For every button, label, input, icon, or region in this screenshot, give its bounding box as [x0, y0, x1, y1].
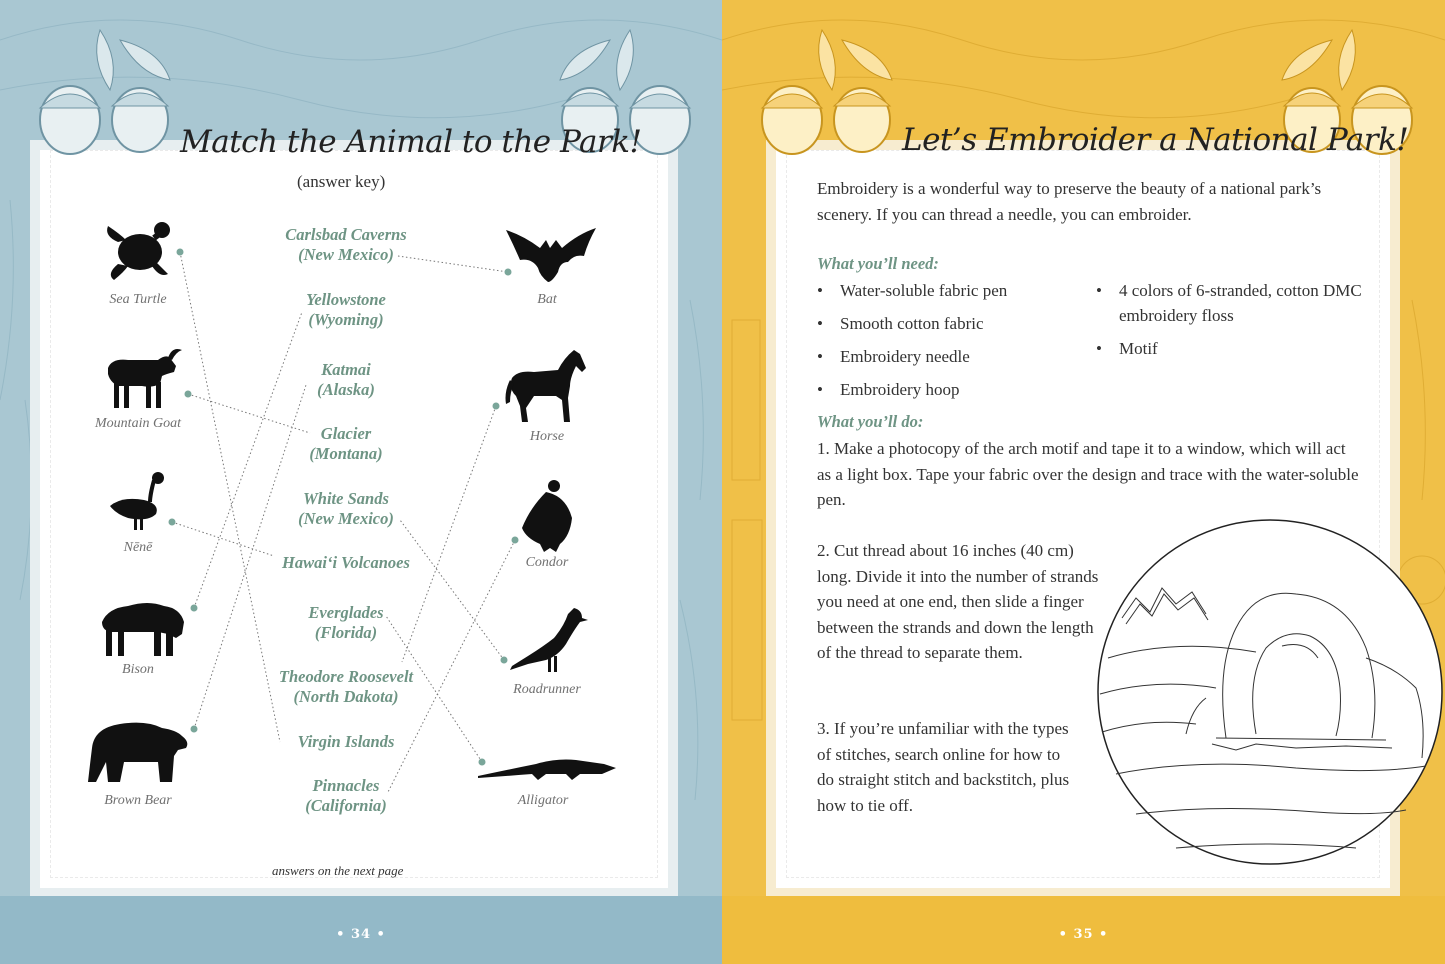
- park-virgin-islands: Virgin Islands: [297, 732, 395, 751]
- animal-label-mountain-goat: Mountain Goat: [95, 416, 181, 431]
- animal-label-alligator: Alligator: [517, 793, 569, 808]
- animal-label-condor: Condor: [525, 555, 569, 570]
- need-item: • Smooth cotton fabric: [817, 314, 984, 333]
- park-glacier: Glacier (Montana): [309, 424, 383, 463]
- condor-icon: [516, 478, 576, 554]
- bison-icon: [98, 598, 188, 658]
- animal-label-nene: Nēnē: [123, 540, 153, 555]
- park-hawaii-volcanoes: Hawai‘i Volcanoes: [282, 553, 410, 572]
- need-item: • Motif: [1096, 339, 1158, 358]
- do-heading: What you’ll do:: [817, 412, 924, 431]
- page-title: Let’s Embroider a National Park!: [902, 122, 1409, 158]
- bat-icon: [504, 226, 598, 284]
- park-theodore-roosevelt: Theodore Roosevelt (North Dakota): [278, 667, 414, 706]
- brown-bear-icon: [86, 718, 190, 784]
- right-page-footer: [722, 896, 1445, 964]
- left-page: [0, 0, 722, 964]
- horse-icon: [504, 348, 588, 424]
- answers-note: answers on the next page: [272, 863, 404, 878]
- need-item: • 4 colors of 6-stranded, cotton DMC embroidery floss: [1096, 281, 1362, 325]
- park-katmai: Katmai (Alaska): [317, 360, 375, 399]
- need-heading: What you’ll need:: [817, 254, 939, 273]
- alligator-icon: [476, 752, 618, 784]
- left-page-footer: [0, 896, 722, 964]
- nene-goose-icon: [108, 470, 168, 534]
- park-yellowstone: Yellowstone (Wyoming): [306, 290, 386, 329]
- sea-turtle-icon: [104, 216, 174, 284]
- intro-paragraph: Embroidery is a wonderful way to preserve the beauty of a national park’s scenery. If you can thread a needle, you can embroider.: [817, 179, 1322, 224]
- roadrunner-icon: [508, 606, 588, 674]
- animal-label-brown-bear: Brown Bear: [104, 793, 172, 808]
- park-white-sands: White Sands (New Mexico): [298, 489, 394, 528]
- need-item: • Embroidery needle: [817, 347, 970, 366]
- step-1: 1. Make a photocopy of the arch motif and tape it to a window, which will act as a light box. Tape your fabric over the design and trace with the water-soluble pen.: [817, 439, 1359, 509]
- mountain-goat-icon: [102, 344, 184, 410]
- need-item: • Water-soluble fabric pen: [817, 281, 1008, 300]
- step-3: 3. If you’re unfamiliar with the types of stitches, search online for how to do straight stitch and backstitch, plus how to tie off.: [817, 719, 1070, 815]
- arch-motif-icon: [1096, 518, 1444, 866]
- animal-label-horse: Horse: [529, 429, 565, 444]
- acorn-ornament-left: [742, 20, 922, 160]
- need-item: • Embroidery hoop: [817, 380, 960, 399]
- page-number-right: • 35 •: [1058, 927, 1109, 942]
- park-everglades: Everglades (Florida): [308, 603, 384, 642]
- page-subtitle: (answer key): [297, 172, 386, 191]
- step-2: 2. Cut thread about 16 inches (40 cm) long. Divide it into the number of strands you need at one end, then slide a finger between the strands and down the length of the thread to separate them.: [817, 541, 1099, 662]
- animal-label-sea-turtle: Sea Turtle: [109, 292, 167, 307]
- animal-label-bison: Bison: [122, 662, 154, 677]
- page-number-left: • 34 •: [336, 927, 386, 942]
- animal-label-roadrunner: Roadrunner: [513, 682, 581, 697]
- right-page: [722, 0, 1445, 964]
- page-title: Match the Animal to the Park!: [180, 124, 642, 160]
- animal-label-bat: Bat: [537, 292, 557, 307]
- park-carlsbad-caverns: Carlsbad Caverns (New Mexico): [285, 225, 407, 264]
- park-pinnacles: Pinnacles (California): [305, 776, 387, 815]
